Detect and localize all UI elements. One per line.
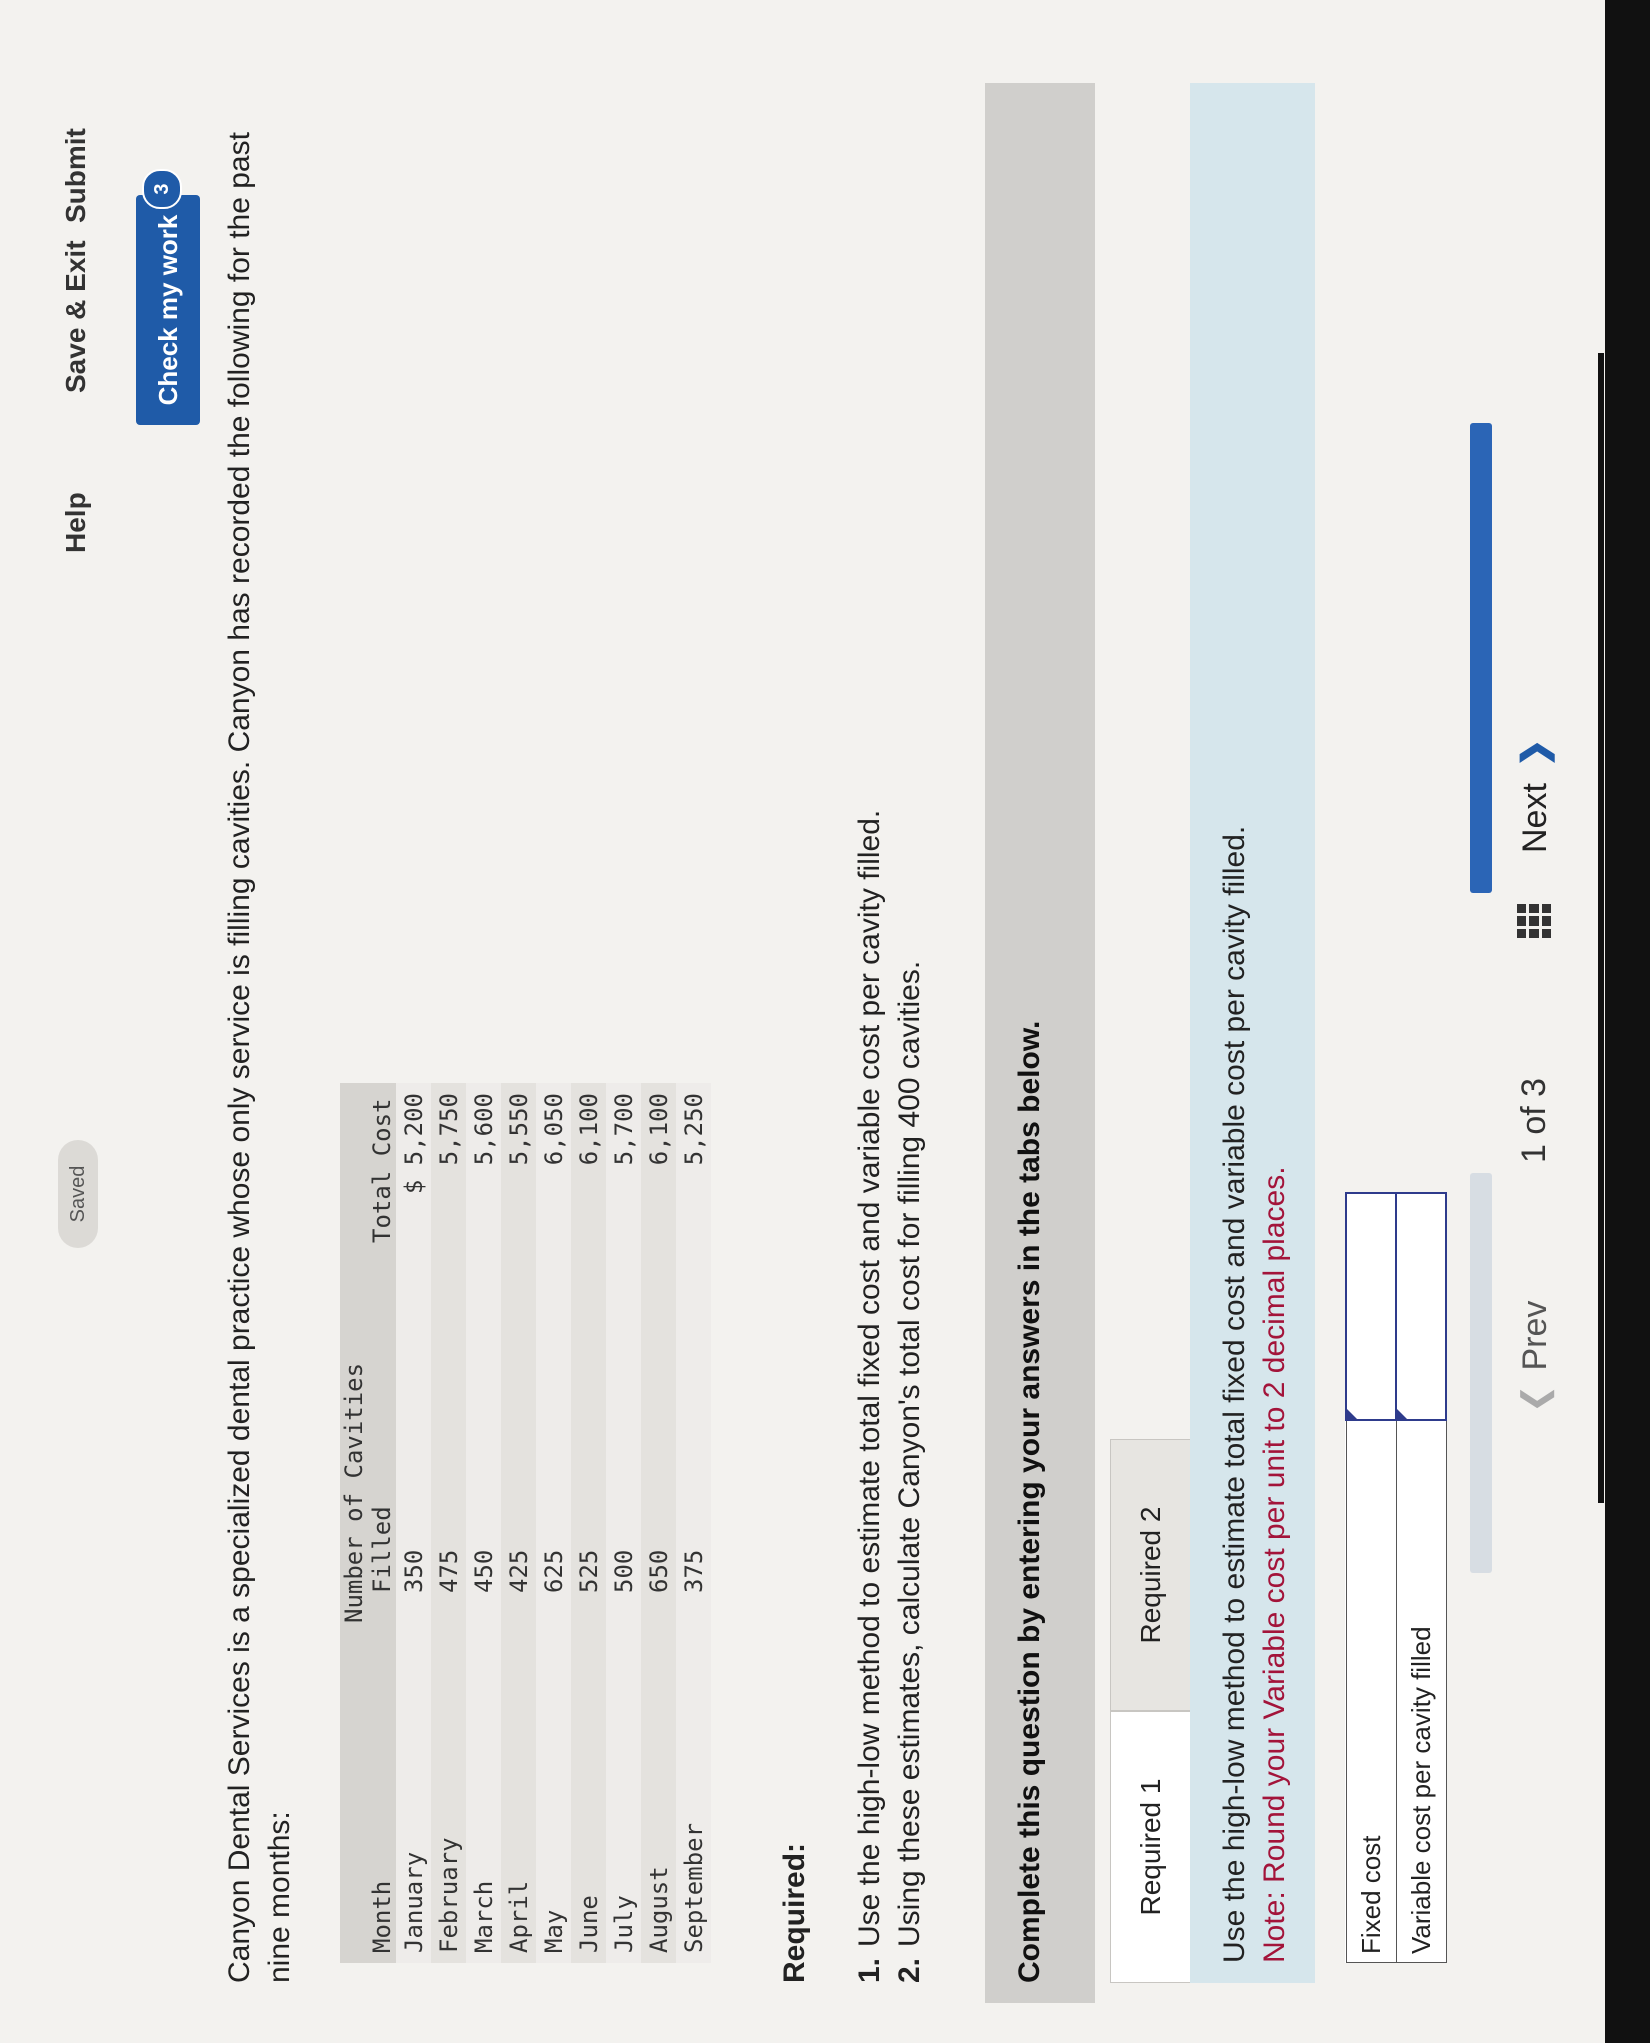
- screen-bezel: [1605, 0, 1650, 2043]
- header-cavities-line1: Number of Cavities: [340, 1362, 368, 1623]
- required-list: [850, 810, 930, 1983]
- cost-cell: 6,100: [644, 1093, 673, 1166]
- submit-link[interactable]: Submit: [60, 128, 91, 223]
- table-row: [501, 1083, 536, 1963]
- table-row: [676, 1083, 711, 1963]
- required-title: Required:: [778, 1842, 811, 1983]
- cost-cell: 5,700: [609, 1093, 638, 1166]
- complete-instruction: Complete this question by entering your answers in the tabs below.: [1013, 1020, 1046, 1983]
- next-label: Next: [1516, 783, 1554, 853]
- cavities-cell: 525: [574, 1549, 603, 1593]
- variable-cost-cell: [1396, 1193, 1446, 1420]
- table-row: [536, 1083, 571, 1963]
- cost-cell: 5,250: [679, 1093, 708, 1166]
- table-row: [641, 1083, 676, 1963]
- required-2-nav-button[interactable]: [1470, 423, 1492, 893]
- pager-underline: [1598, 353, 1604, 1503]
- tab-required-1[interactable]: Required 1: [1110, 1711, 1192, 1983]
- chevron-left-icon: ❮: [1516, 1384, 1554, 1413]
- month-cell: February: [434, 1837, 463, 1953]
- header-cavities: [340, 1253, 396, 1633]
- cavities-cell: 650: [644, 1549, 673, 1593]
- prev-button[interactable]: [1515, 1301, 1555, 1413]
- check-my-work-button[interactable]: Check my work: [136, 195, 200, 425]
- fixed-cost-input[interactable]: [1347, 1190, 1395, 1419]
- cost-cell: 6,100: [574, 1093, 603, 1166]
- input-corner-marker: [1397, 1409, 1407, 1419]
- instruction-text: [1215, 826, 1295, 1963]
- table-row: [606, 1083, 641, 1963]
- check-count-badge: 3: [142, 169, 182, 209]
- required-1-nav-button[interactable]: [1470, 1173, 1492, 1573]
- cavities-cell: 500: [609, 1549, 638, 1593]
- required-item: [850, 810, 890, 1983]
- next-button[interactable]: [1515, 739, 1555, 853]
- cavities-cell: 425: [504, 1549, 533, 1593]
- required-item: [890, 810, 930, 1983]
- answer-row-fixed-cost: [1346, 1193, 1396, 1963]
- fixed-cost-cell: [1346, 1193, 1396, 1420]
- fixed-cost-label: Fixed cost: [1346, 1420, 1396, 1963]
- required-item-number: 2.: [893, 1957, 926, 1983]
- save-exit-link[interactable]: Save & Exit: [60, 240, 91, 393]
- table-row: [466, 1083, 501, 1963]
- header-month: Month: [368, 1880, 396, 1953]
- cost-cell: 5,550: [504, 1093, 533, 1166]
- help-link[interactable]: Help: [60, 492, 91, 553]
- cost-cell: 5,750: [434, 1093, 463, 1166]
- cavities-cell: 350: [399, 1549, 428, 1593]
- variable-cost-input[interactable]: [1397, 1190, 1445, 1419]
- header-total-cost: Total Cost: [368, 1098, 396, 1243]
- answer-table: [1345, 1192, 1447, 1963]
- tab-required-2[interactable]: Required 2: [1110, 1439, 1192, 1711]
- question-pager: [1495, 0, 1585, 2043]
- cavities-cell: 475: [434, 1549, 463, 1593]
- month-cell: June: [574, 1895, 603, 1953]
- month-cell: September: [679, 1822, 708, 1953]
- input-corner-marker: [1347, 1409, 1357, 1419]
- prev-label: Prev: [1516, 1300, 1554, 1371]
- question-intro: Canyon Dental Services is a specialized dental practice whose only service is filling cavities. Canyon has recorded the following for the past nine months:: [223, 132, 296, 1983]
- header-cavities-line2: Filled: [368, 1506, 396, 1593]
- cost-cell: 5,600: [469, 1093, 498, 1166]
- month-cell: May: [539, 1909, 568, 1953]
- answer-row-variable-cost: [1396, 1193, 1446, 1963]
- top-bar: [40, 0, 110, 2043]
- month-cell: January: [399, 1851, 428, 1953]
- cavities-cell: 625: [539, 1549, 568, 1593]
- saved-indicator: Saved: [58, 1140, 98, 1248]
- table-header-row: [340, 1083, 396, 1963]
- cost-cell: $ 5,200: [399, 1093, 428, 1195]
- month-cell: April: [504, 1880, 533, 1953]
- chevron-right-icon: ❯: [1516, 738, 1554, 768]
- required-item-number: 1.: [853, 1957, 886, 1983]
- table-row: [571, 1083, 606, 1963]
- instruction-note: Note: Round your Variable cost per unit to 2 decimal places.: [1258, 1166, 1291, 1963]
- month-cell: July: [609, 1895, 638, 1953]
- month-cell: March: [469, 1880, 498, 1953]
- grid-icon[interactable]: [1517, 904, 1551, 938]
- required-item-text: Using these estimates, calculate Canyon's total cost for filling 400 cavities.: [893, 960, 926, 1947]
- answer-tabs: [1110, 1439, 1190, 1983]
- cost-cell: 6,050: [539, 1093, 568, 1166]
- table-row: [431, 1083, 466, 1963]
- variable-cost-label: Variable cost per cavity filled: [1396, 1420, 1446, 1963]
- month-cell: August: [644, 1866, 673, 1953]
- page-indicator: 1 of 3: [1515, 1077, 1553, 1163]
- cavities-cell: 375: [679, 1549, 708, 1593]
- table-row: [396, 1083, 431, 1963]
- cavities-cell: 450: [469, 1549, 498, 1593]
- instruction-main: Use the high-low method to estimate total fixed cost and variable cost per cavity filled.: [1218, 825, 1251, 1963]
- cost-data-table: [340, 1083, 711, 1963]
- required-item-text: Use the high-low method to estimate total fixed cost and variable cost per cavity filled.: [853, 809, 886, 1947]
